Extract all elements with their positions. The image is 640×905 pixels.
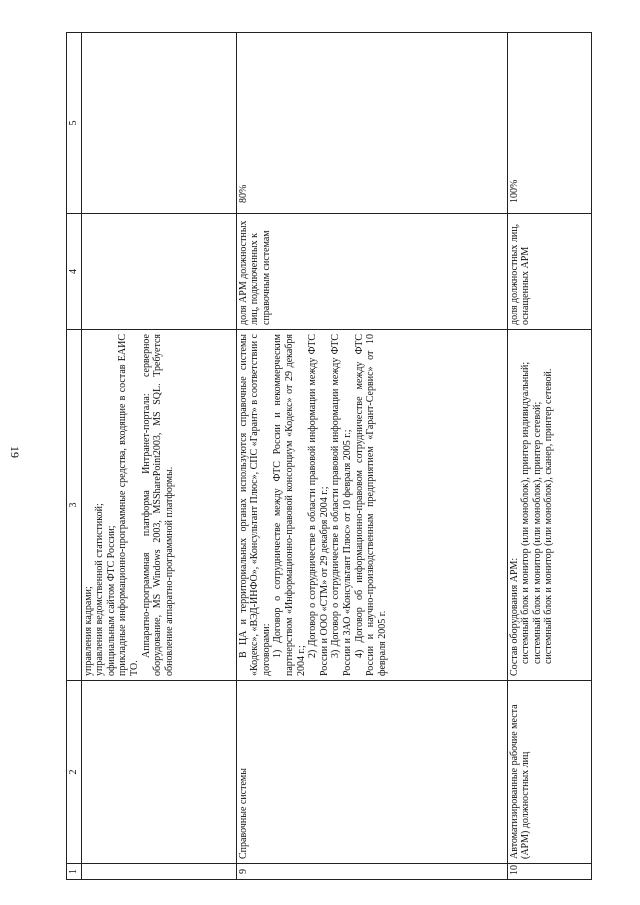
cont-text-line: Аппаратно-программная платформа Интранет-портала: серверное оборудование, MS Windows 2003, MSSharePoint2003, MS SQL. Требуется обновление аппаратно-программной платформы.	[140, 334, 175, 676]
table-row-9	[236, 33, 507, 880]
cont-name-cell	[81, 681, 236, 864]
rotated-table-wrapper	[66, 32, 606, 880]
header-col-3: 3	[67, 330, 82, 681]
row10-name: Автоматизированные рабочие места (АРМ) должностных лиц	[507, 681, 591, 864]
row9-text-line: 3) Договор о сотрудничестве в области правовой информации между ФТС России и ЗАО «Консультант Плюс» от 10 февраля 2005 г.;	[330, 334, 353, 676]
row9-text-line: 4) Договор об информационно-правовом сотрудничестве между ФТС России и научно-производственным предприятием «Гарант-Сервис» от 10 февраля 2005 г.	[353, 334, 388, 676]
row9-name: Справочные системы	[236, 681, 507, 864]
header-col-4: 4	[67, 214, 82, 330]
row10-text-line: Состав оборудования АРМ:	[508, 557, 520, 676]
header-row	[67, 33, 82, 880]
row10-text-line: системный блок и монитор (или моноблок), принтер сетевой;	[531, 401, 543, 664]
row9-text-line: В ЦА и территориальных органах используются справочные системы «Кодекс», «ВЭД-ИНФО», «Консультант Плюс», СПС «Гарант» в соответствии с договорами:	[237, 334, 272, 676]
cont-value-cell	[81, 33, 236, 214]
cont-indicator-cell	[81, 214, 236, 330]
header-col-2: 2	[67, 681, 82, 864]
row9-indicator: доля АРМ должностных лиц, подключенных к справочным системам	[236, 214, 507, 330]
page-number: 19	[8, 446, 22, 458]
row9-value: 80%	[236, 33, 507, 214]
cont-text-line: официальным сайтом ФТС России;	[105, 525, 117, 676]
row9-text-line: 1) Договор о сотрудничестве между ФТС России и некоммерческим партнерством «Информационно-правовой консорциум «Кодекс» от 29 декабря 2004 г.;	[272, 334, 307, 676]
row10-text-line: системный блок и монитор (или моноблок), принтер индивидуальный;	[520, 361, 532, 664]
cont-description-cell	[81, 330, 236, 681]
row10-indicator: доля должностных лиц, оснащенных АРМ	[507, 214, 591, 330]
cont-num-cell	[81, 864, 236, 880]
cont-text-line: управления ведомственной статистикой;	[94, 503, 106, 676]
row10-num: 10	[507, 864, 591, 880]
row10-description	[507, 330, 591, 681]
table-row-10	[507, 33, 591, 880]
header-col-5: 5	[67, 33, 82, 214]
row10-value: 100%	[507, 33, 591, 214]
table-row-continuation	[81, 33, 236, 880]
row9-num: 9	[236, 864, 507, 880]
row9-description	[236, 330, 507, 681]
header-col-1: 1	[67, 864, 82, 880]
row10-text-line: системный блок и монитор (или моноблок), сканер, принтер сетевой.	[543, 368, 555, 664]
cont-text-line: управления кадрами;	[82, 586, 94, 676]
row9-text-line: 2) Договор о сотрудничестве в области правовой информации между ФТС России и ООО «СТМ» от 29 декабря 2004 г.;	[307, 334, 330, 676]
programs-table	[66, 32, 592, 880]
cont-text-line: прикладные информационно-программные средства, входящие в состав ЕАИС ТО.	[117, 334, 140, 676]
